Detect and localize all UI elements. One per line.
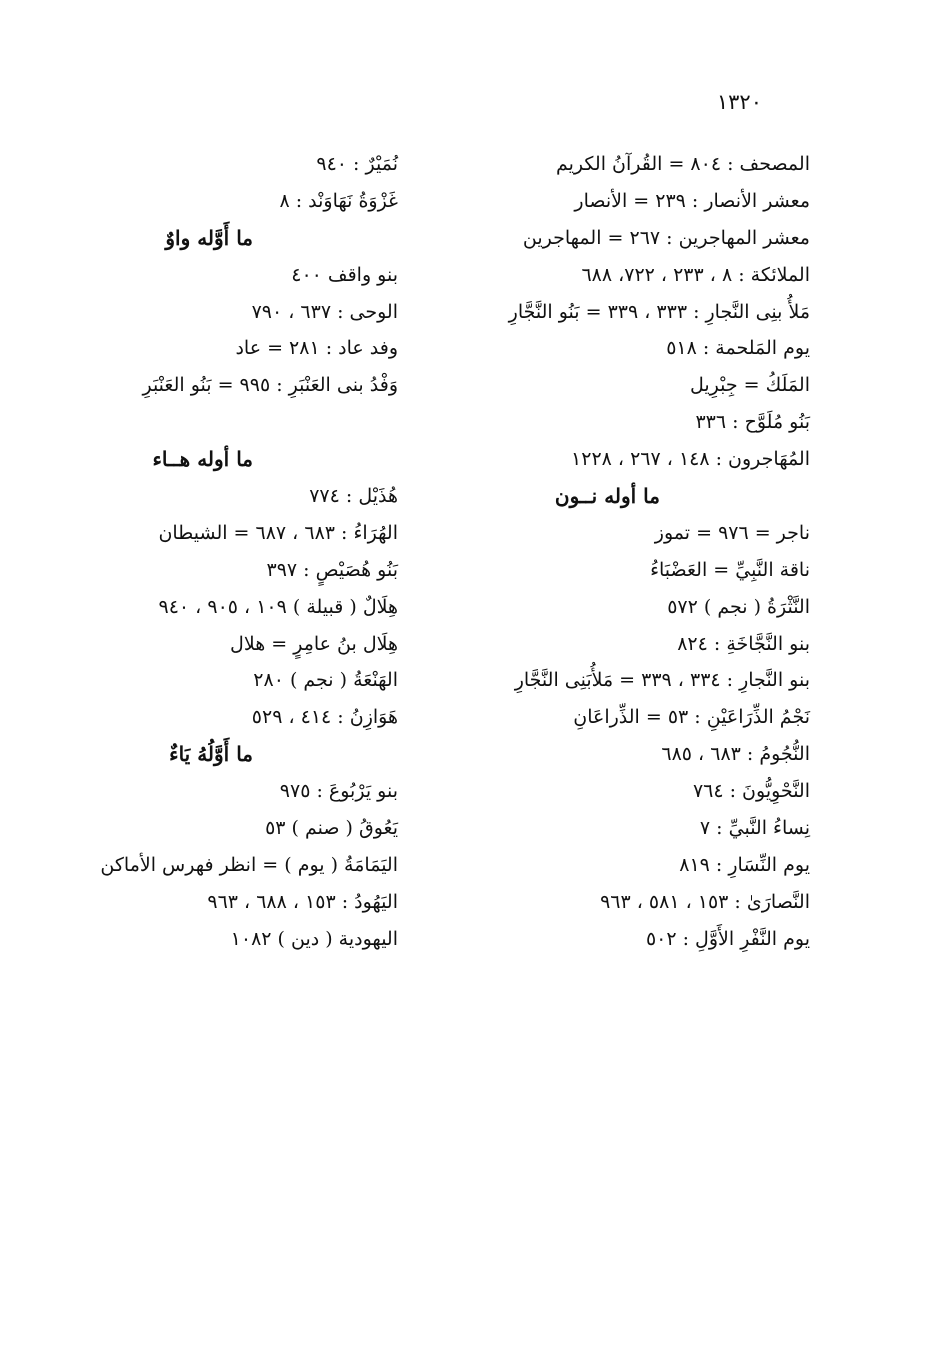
index-entry: نُمَيْرٌ : ٩٤٠ xyxy=(316,153,398,175)
index-entry: المَلَكُ = جِبْرِيل xyxy=(690,374,810,397)
index-entry: المصحف : ٨٠٤ = القُرآنُ الكريم xyxy=(556,153,810,175)
index-entry: بنو النَّجَّاخَةِ : ٨٢٤ xyxy=(677,632,810,655)
index-entry: بَنُو مُلَوَّح : ٣٣٦ xyxy=(695,411,810,434)
index-entry: هِلَال بنُ عامِرٍ = هلال xyxy=(230,632,398,655)
section-heading-ya: ما أَوَّلُهُ يَاءٌ xyxy=(169,742,253,767)
index-entry: المُهَاجرون : ١٤٨ ، ٢٦٧ ، ١٢٢٨ xyxy=(571,448,810,471)
index-entry: الهَنْعَةُ ( نجم ) ٢٨٠ xyxy=(253,669,398,692)
index-entry: يوم المَلحمة : ٥١٨ xyxy=(666,337,810,360)
index-entry: اليَمَامَةُ ( يوم ) = انظر فهرس الأماكن xyxy=(100,853,398,876)
page-number: ١٣٢٠ xyxy=(716,90,762,114)
index-column-left xyxy=(58,146,398,958)
index-entry: ناجر = ٩٧٦ = تموز xyxy=(654,521,810,544)
section-heading-nun: ما أوله نــون xyxy=(554,484,660,509)
index-entry: الملائكة : ٨ ، ٢٣٣ ، ٧٢٢، ٦٨٨ xyxy=(581,263,810,286)
section-heading-ha: ما أوله هــاء xyxy=(152,447,253,472)
index-entry: ناقة النَّبِيِّ = العَضْبَاءُ xyxy=(650,558,810,581)
index-entry: هَوَازِنُ : ٤١٤ ، ٥٢٩ xyxy=(251,706,398,729)
index-entry: بنو النَّجارِ : ٣٣٤ ، ٣٣٩ = مَلأُبَنِى النَّجَّارِ xyxy=(514,669,810,692)
index-entry: اليهودية ( دين ) ١٠٨٢ xyxy=(230,927,398,950)
index-entry: معشر الأنصار : ٢٣٩ = الأنصار xyxy=(574,189,810,212)
index-entry: هِلَالٌ ( قبيلة ) ١٠٩ ، ٩٠٥ ، ٩٤٠ xyxy=(158,595,398,618)
section-heading-waw: ما أَوَّله واوٌ xyxy=(165,225,253,250)
index-column-right xyxy=(410,146,810,958)
index-entry: النَّثْرَةُ ( نجم ) ٥٧٢ xyxy=(667,595,810,618)
index-entry: الهُرَاءُ : ٦٨٣ ، ٦٨٧ = الشيطان xyxy=(158,521,398,544)
index-entry: نِساءُ النَّبيِّ : ٧ xyxy=(699,817,810,840)
index-entry: معشر المهاجرين : ٢٦٧ = المهاجرين xyxy=(522,226,810,249)
index-entry: بنو يَرْبُوعَ : ٩٧٥ xyxy=(279,780,398,803)
index-entry: الوحى : ٦٣٧ ، ٧٩٠ xyxy=(251,300,398,323)
index-entry: نَجْمُ الذِّرَاعَيْنِ : ٥٣ = الذِّراعَانِ xyxy=(573,706,810,729)
section-spacer xyxy=(58,404,398,441)
index-entry: مَلأُ بنِى النَّجارِ : ٣٣٣ ، ٣٣٩ = بَنُو النَّجَّارِ xyxy=(508,300,810,323)
index-entry: النَّصارَىٰ : ١٥٣ ، ٥٨١ ، ٩٦٣ xyxy=(600,890,810,913)
index-entry: وَفْدُ بنى العَنْبَرِ : ٩٩٥ = بَنُو العَنْبَرِ xyxy=(142,374,398,397)
index-entry: يوم النَّفْرِ الأَوَّلِ : ٥٠٢ xyxy=(645,927,810,950)
index-entry: هُذَيْل : ٧٧٤ xyxy=(309,485,398,508)
index-entry: وفد عاد : ٢٨١ = عاد xyxy=(235,337,398,360)
index-entry: النَّحْوِيُّونَ : ٧٦٤ xyxy=(692,780,810,803)
index-entry: بنو واقف ٤٠٠ xyxy=(291,263,398,286)
index-entry: بَنُو هُصَيْصٍ : ٣٩٧ xyxy=(266,558,398,581)
index-entry: يوم النِّسَارِ : ٨١٩ xyxy=(679,853,810,876)
index-entry: النُّجُومُ : ٦٨٣ ، ٦٨٥ xyxy=(661,743,810,766)
index-entry: اليَهُودُ : ١٥٣ ، ٦٨٨ ، ٩٦٣ xyxy=(207,890,398,913)
index-entry: يَعُوقُ ( صنم ) ٥٣ xyxy=(265,817,398,840)
index-entry: غَزْوَةُ نَهَاوَنْد : ٨ xyxy=(279,189,398,212)
